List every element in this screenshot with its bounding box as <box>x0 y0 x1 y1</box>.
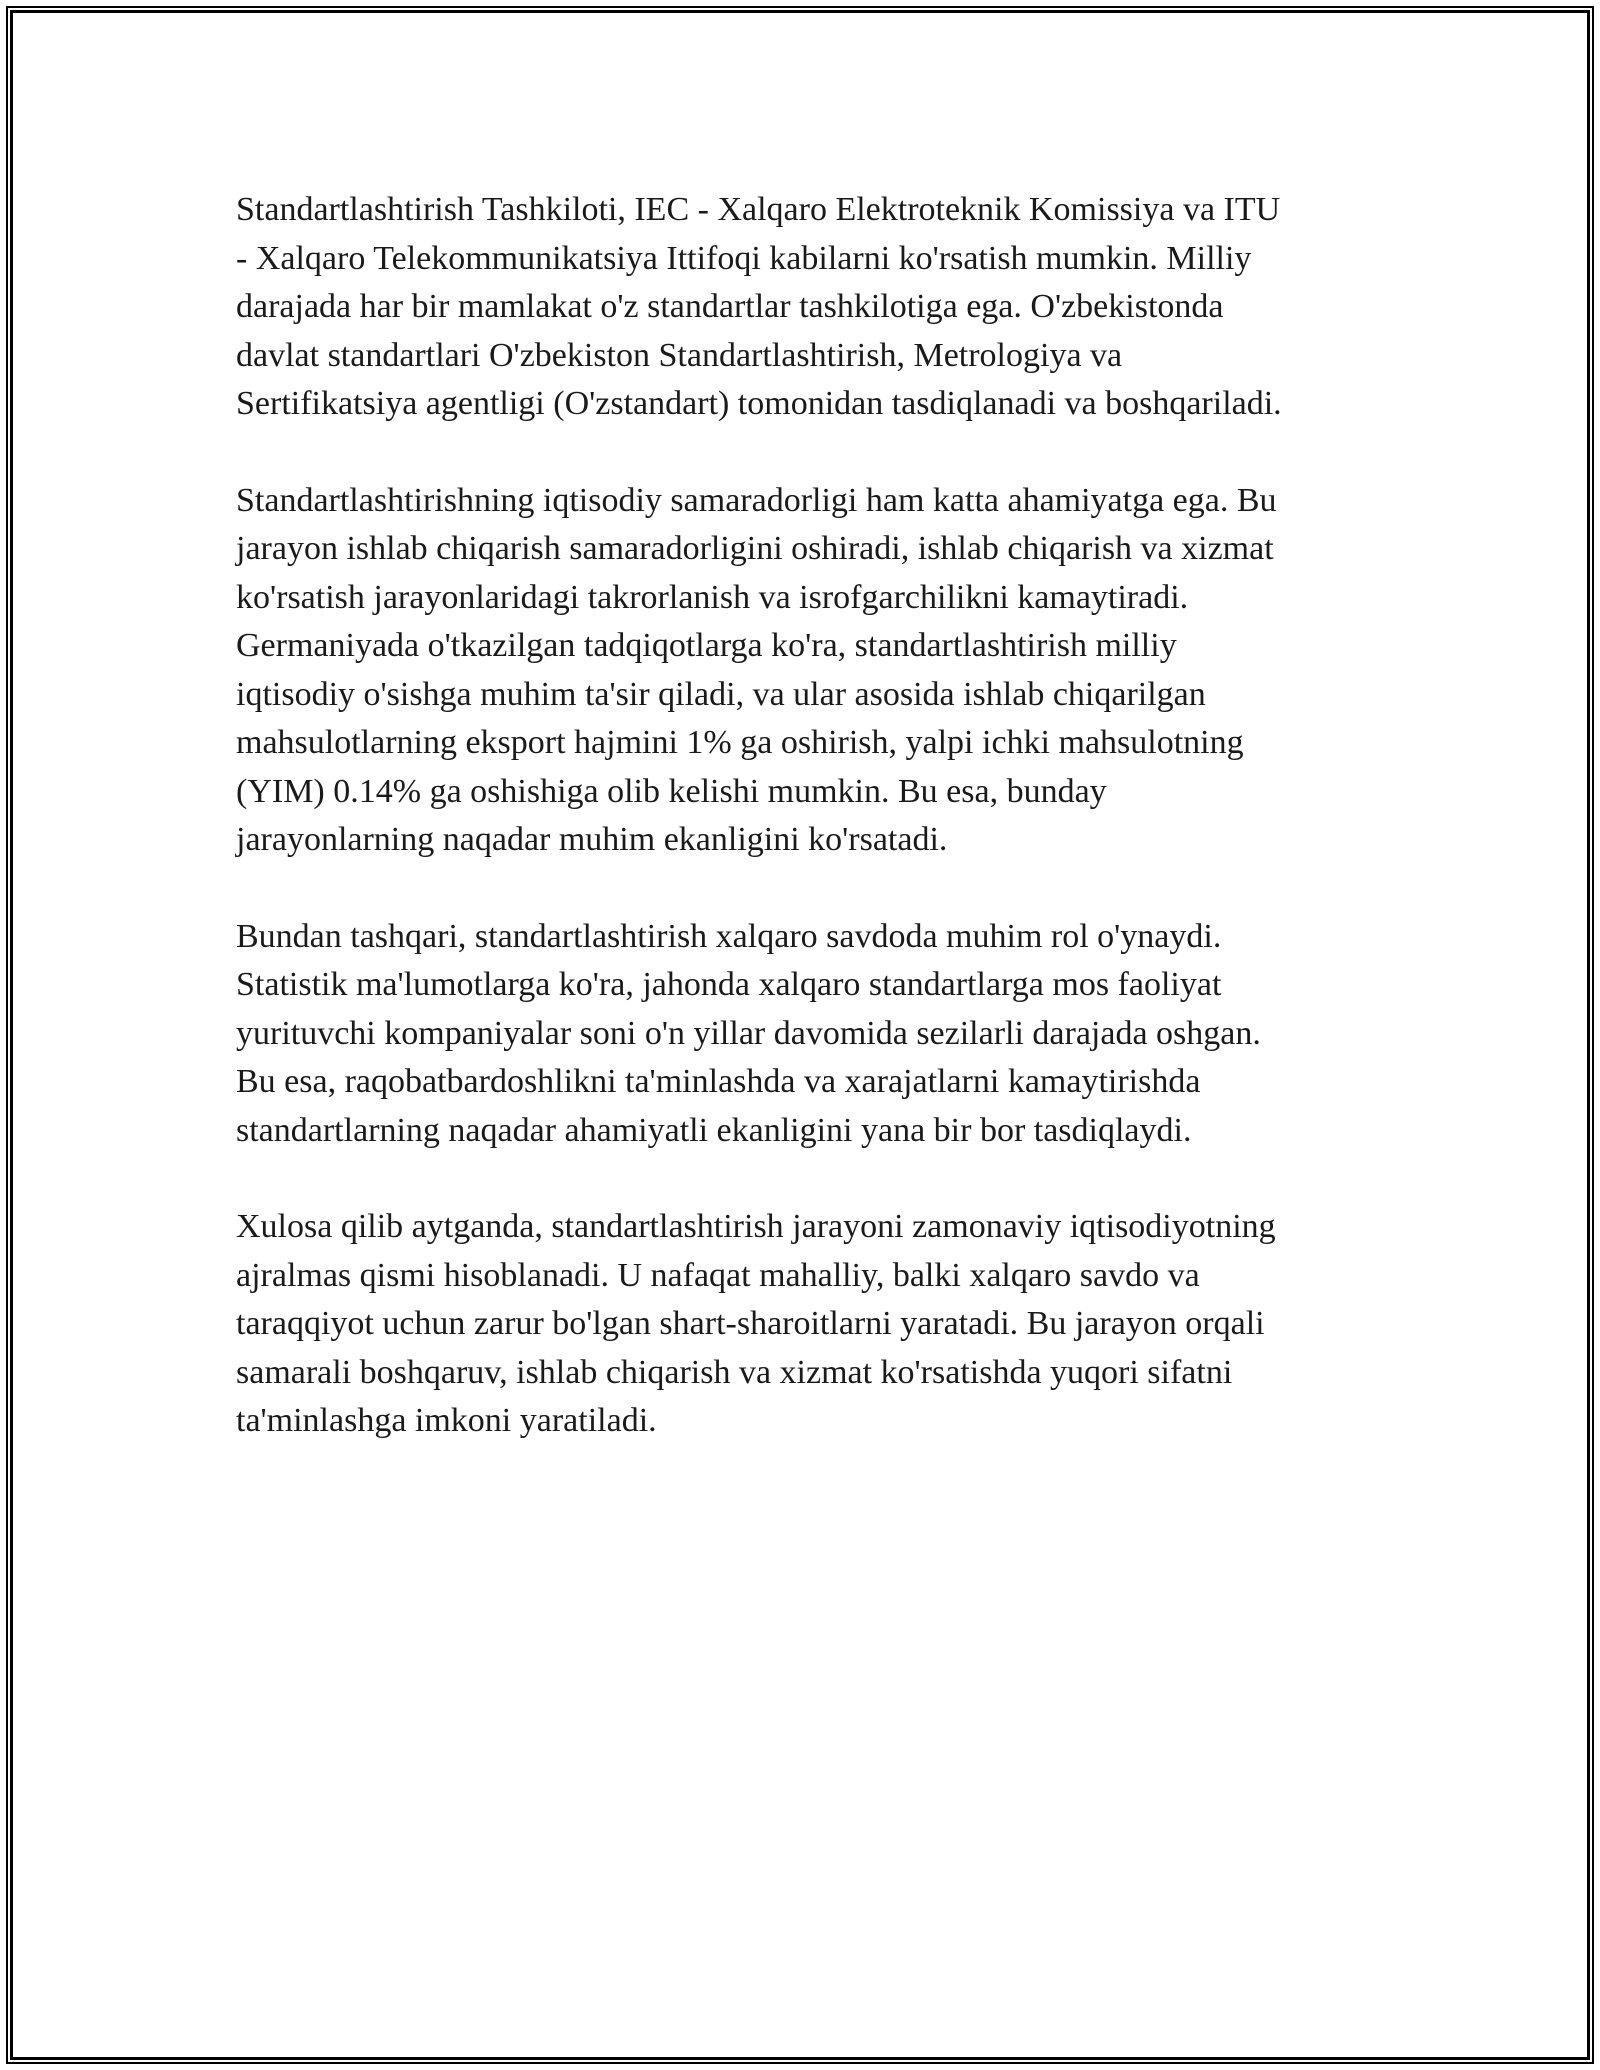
text-line: ta'minlashga imkoni yaratiladi. <box>236 1402 657 1439</box>
text-line: davlat standartlari O'zbekiston Standartlashtirish, Metrologiya va <box>236 336 1123 374</box>
text-line: - Xalqaro Telekommunikatsiya Ittifoqi kabilarni ko'rsatish mumkin. Milliy <box>236 239 1252 277</box>
document-body <box>236 186 1376 1494</box>
text-line: Bundan tashqari, standartlashtirish xalqaro savdoda muhim rol o'ynaydi. <box>236 917 1222 955</box>
text-line: (YIM) 0.14% ga oshishiga olib kelishi mumkin. Bu esa, bunday <box>236 772 1107 810</box>
paragraph-standards-organizations <box>236 186 1376 429</box>
text-line: ko'rsatish jarayonlaridagi takrorlanish va isrofgarchilikni kamaytiradi. <box>236 578 1189 616</box>
paragraph-economic-efficiency <box>236 477 1376 865</box>
text-line: iqtisodiy o'sishga muhim ta'sir qiladi, va ular asosida ishlab chiqarilgan <box>236 675 1206 713</box>
text-line: mahsulotlarning eksport hajmini 1% ga oshirish, yalpi ichki mahsulotning <box>236 724 1244 761</box>
text-line: Standartlashtirishning iqtisodiy samaradorligi ham katta ahamiyatga ega. Bu <box>236 481 1277 519</box>
text-line: Standartlashtirish Tashkiloti, IEC - Xalqaro Elektroteknik Komissiya va ITU <box>236 191 1281 228</box>
text-line: Xulosa qilib aytganda, standartlashtirish jarayoni zamonaviy iqtisodiyotning <box>236 1208 1276 1245</box>
text-line: ajralmas qismi hisoblanadi. U nafaqat mahalliy, balki xalqaro savdo va <box>236 1256 1200 1294</box>
text-line: yurituvchi kompaniyalar soni o'n yillar davomida sezilarli darajada oshgan. <box>236 1014 1261 1052</box>
text-line: Germaniyada o'tkazilgan tadqiqotlarga ko'ra, standartlashtirish milliy <box>236 627 1177 664</box>
text-line: standartlarning naqadar ahamiyatli ekanligini yana bir bor tasdiqlaydi. <box>236 1111 1192 1149</box>
text-line: Statistik ma'lumotlarga ko'ra, jahonda xalqaro standartlarga mos faoliyat <box>236 966 1222 1003</box>
text-line: darajada har bir mamlakat o'z standartlar tashkilotiga ega. O'zbekistonda <box>236 288 1224 325</box>
text-line: samarali boshqaruv, ishlab chiqarish va xizmat ko'rsatishda yuqori sifatni <box>236 1353 1233 1391</box>
text-line: Bu esa, raqobatbardoshlikni ta'minlashda va xarajatlarni kamaytirishda <box>236 1063 1201 1100</box>
text-line: Sertifikatsiya agentligi (O'zstandart) tomonidan tasdiqlanadi va boshqariladi. <box>236 385 1282 422</box>
text-line: jarayonlarning naqadar muhim ekanligini ko'rsatadi. <box>236 821 948 858</box>
text-line: jarayon ishlab chiqarish samaradorligini oshiradi, ishlab chiqarish va xizmat <box>236 530 1274 567</box>
paragraph-international-trade <box>236 913 1376 1156</box>
paragraph-conclusion <box>236 1203 1376 1446</box>
text-line: taraqqiyot uchun zarur bo'lgan shart-sharoitlarni yaratadi. Bu jarayon orqali <box>236 1305 1265 1342</box>
